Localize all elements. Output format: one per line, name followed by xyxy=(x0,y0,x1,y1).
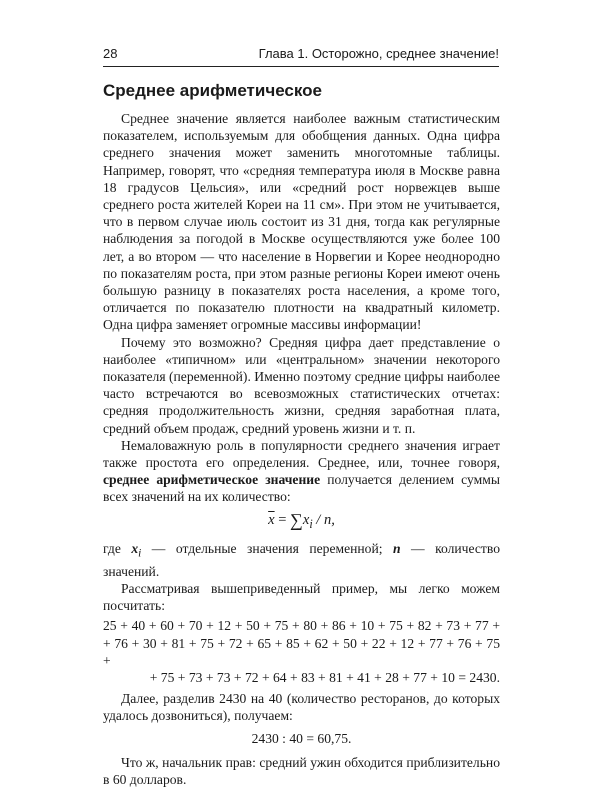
formula-term: x xyxy=(302,511,310,528)
formula-subscript: i xyxy=(309,516,313,531)
paragraph-3-end: получается делением суммы всех значений на их количество: xyxy=(103,472,500,505)
formula-rest: / n, xyxy=(312,511,335,528)
mean-formula xyxy=(103,509,500,533)
header-divider xyxy=(103,66,499,67)
paragraph-2: Почему это возможно? Средняя цифра дает представление о наиболее «типичном» или «центральном» значении некоторого показателя (переменной). Именно поэтому средние цифры наиболее часто встречаются во всевозможных статистических отчетах: средняя продолжительность жизни, средняя заработная плата, средний объем продаж, средний уровень жизни и т. п. xyxy=(103,334,500,436)
section-title: Среднее арифметическое xyxy=(103,81,323,100)
p4-middle: — отдельные значения переменной; xyxy=(141,540,393,556)
p4-count-variable: n xyxy=(392,540,401,556)
p4-suffix: — количество значений. xyxy=(103,540,500,579)
sum-symbol: ∑ xyxy=(290,509,303,530)
term-arithmetic-mean: среднее арифметическое значение xyxy=(103,472,321,488)
paragraph-6: Далее, разделив 2430 на 40 (количество ресторанов, до которых удалось дозвониться), получаем: xyxy=(103,691,500,724)
running-header xyxy=(103,46,499,61)
paragraph-3-start: Немаловажную роль в популярности среднего значения играет также простота его определения. Среднее, или, точнее говоря, xyxy=(103,437,500,471)
formula-lhs: $\overline{x}$ xyxy=(268,511,275,528)
sum-line-3: + 75 + 73 + 73 + 72 + 64 + 83 + 81 + 41 + 28 + 77 + 10 = 2430. xyxy=(149,669,500,685)
body-text xyxy=(103,110,500,788)
p4-variable: x xyxy=(131,540,139,556)
division-result: 2430 : 40 = 60,75. xyxy=(251,730,352,746)
running-title: Глава 1. Осторожно, среднее значение! xyxy=(258,46,499,61)
paragraph-7: Что ж, начальник прав: средний ужин обходится приблизительно в 60 долларов. xyxy=(103,754,500,787)
paragraph-5: Рассматривая вышеприведенный пример, мы легко можем посчитать: xyxy=(103,580,500,614)
sum-calculation xyxy=(103,617,500,686)
sum-line-1: 25 + 40 + 60 + 70 + 12 + 50 + 75 + 80 + 86 + 10 + 75 + 82 + 73 + 77 + xyxy=(103,618,500,634)
paragraph-3 xyxy=(103,437,500,506)
page-number: 28 xyxy=(103,46,118,61)
formula-equals: = xyxy=(274,511,291,528)
p4-subscript: i xyxy=(138,547,142,560)
p4-prefix: где xyxy=(103,540,132,556)
paragraph-4 xyxy=(103,540,500,580)
paragraph-1: Среднее значение является наиболее важным статистическим показателем, используемым для обобщения данных. Одна цифра среднего значения может заменить многотомные таблицы. Например, говорят, что «средняя температура июля в Москве равна 18 градусов Цельсия», или «средний рост норвежцев выше среднего роста жителей Кореи на 11 см». При этом не учитывается, что в первом случае июль состоит из 31 дня, тогда как регулярные наблюдения за погодой в Москве осуществляются уже более 100 лет, а во втором — что население в Норвегии и Корее неоднородно по показателям роста, при этом разные регионы Кореи имеют очень большую разницу в показателях роста населения, а кроме того, отличается по показателю плотности на квадратный километр. Одна цифра заменяет огромные массивы информации! xyxy=(103,111,500,333)
sum-line-2: + 76 + 30 + 81 + 75 + 72 + 65 + 85 + 62 + 50 + 22 + 12 + 77 + 76 + 75 + xyxy=(103,635,500,668)
